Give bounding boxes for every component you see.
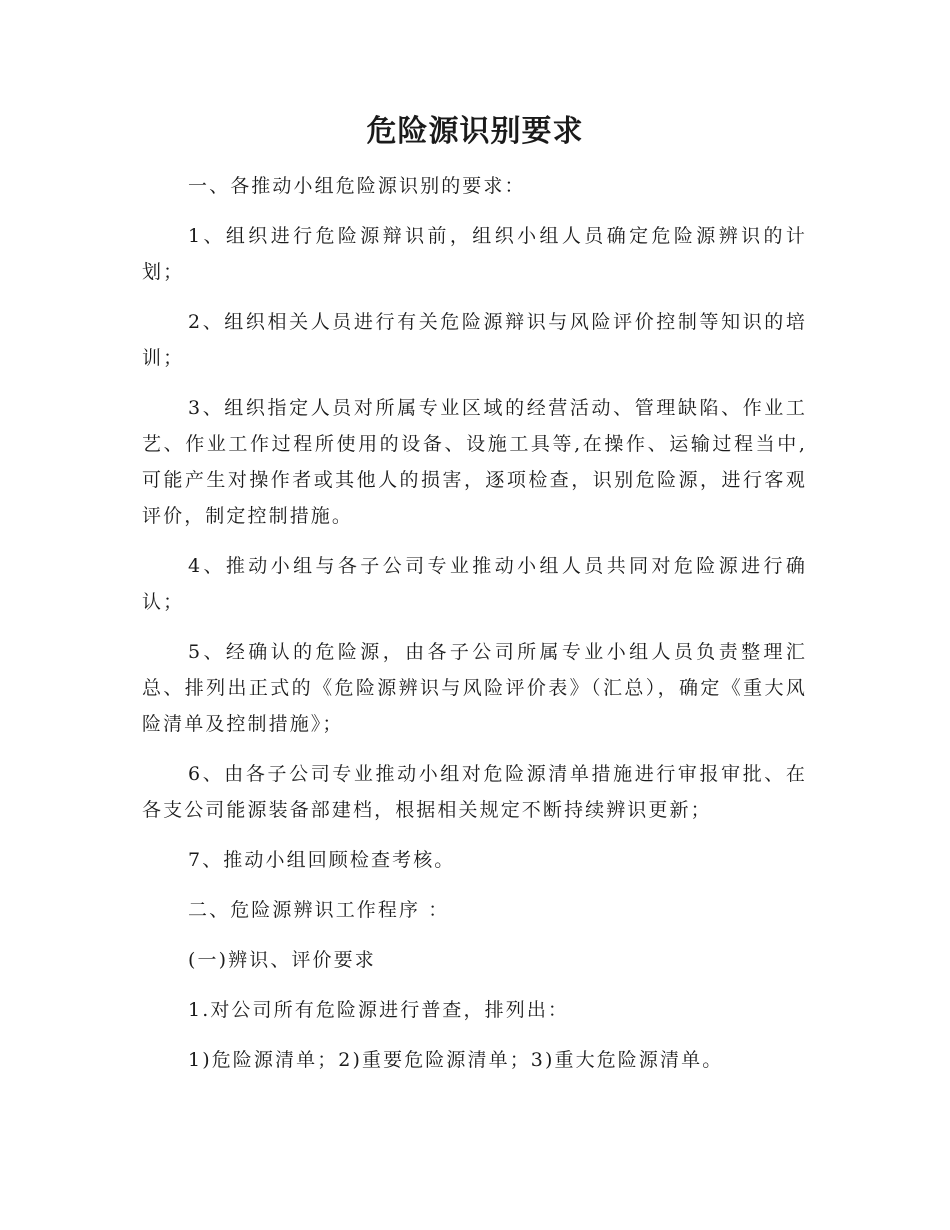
paragraph-item-3: 3、组织指定人员对所属专业区域的经营活动、管理缺陷、作业工艺、作业工作过程所使用的设备、设施工具等,在操作、运输过程当中,可能产生对操作者或其他人的损害，逐项检查，识别危险源，进行客观评价，制定控制措施。 — [142, 397, 807, 527]
paragraph-point-1: 1.对公司所有危险源进行普查，排列出： — [188, 999, 570, 1021]
paragraph-section-1-heading: 一、各推动小组危险源识别的要求： — [188, 175, 526, 197]
paragraph-list-1: 1)危险源清单；2)重要危险源清单；3)重大危险源清单。 — [188, 1049, 724, 1071]
paragraph-item-4: 4、推动小组与各子公司专业推动小组人员共同对危险源进行确认； — [142, 555, 807, 613]
paragraph-item-7: 7、推动小组回顾检查考核。 — [188, 849, 456, 871]
paragraph-item-2: 2、组织相关人员进行有关危险源辩识与风险评价控制等知识的培训； — [142, 311, 807, 369]
paragraph-item-5: 5、经确认的危险源，由各子公司所属专业小组人员负责整理汇总、排列出正式的《危险源辨识与风险评价表》（汇总），确定《重大风险清单及控制措施》； — [142, 641, 807, 735]
paragraph-subsection-1: (一)辨识、评价要求 — [188, 949, 376, 971]
document-title: 危险源识别要求 — [366, 114, 584, 149]
document-body — [142, 168, 807, 1092]
paragraph-section-2-heading: 二、危险源辨识工作程序 ： — [188, 899, 450, 921]
paragraph-item-6: 6、由各子公司专业推动小组对危险源清单措施进行审报审批、在各支公司能源装备部建档，根据相关规定不断持续辨识更新； — [142, 763, 807, 821]
paragraph-item-1: 1、组织进行危险源辩识前，组织小组人员确定危险源辨识的计划； — [142, 225, 807, 283]
